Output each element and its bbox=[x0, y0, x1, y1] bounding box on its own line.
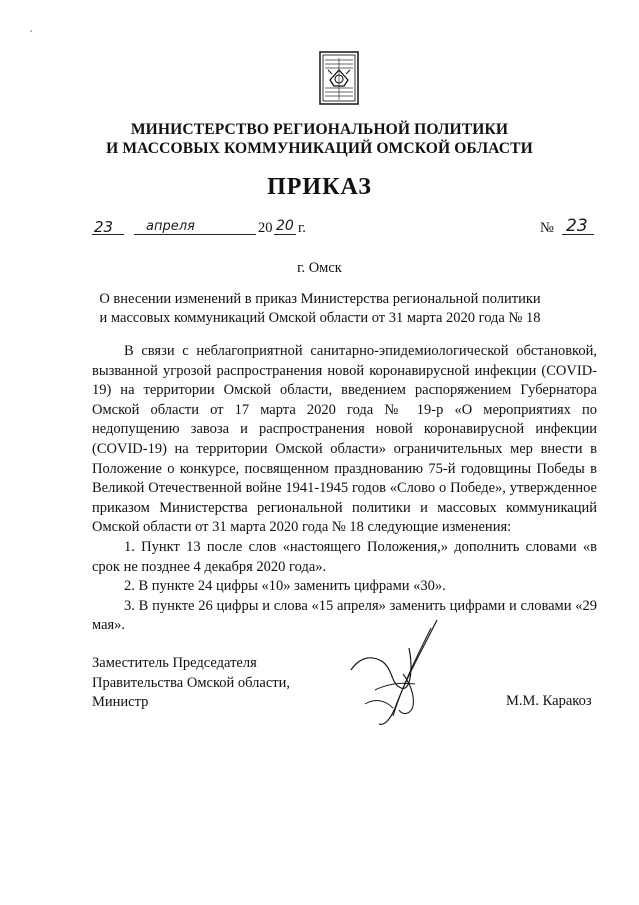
ministry-name-line2: И МАССОВЫХ КОММУНИКАЦИЙ ОМСКОЙ ОБЛАСТИ bbox=[106, 140, 533, 157]
handwritten-signature-mark bbox=[345, 618, 455, 728]
ministry-name bbox=[60, 120, 579, 158]
subject-line1: О внесении изменений в приказ Министерства региональной политики bbox=[99, 291, 541, 307]
body-paragraph-item-3: 3. В пункте 26 цифры и слова «15 апреля» заменить цифрами и словами «29 мая». bbox=[92, 597, 597, 634]
body-paragraph-preamble: В связи с неблагоприятной санитарно-эпидемиологической обстановкой, вызванной угрозой распространения новой коронавирусной инфекции (COVID-19) на территории Омской области, введением распоряжением Губернатора Омской области от 17 марта 2020 года № 19-р «О мероприятиях по недопущению завоза и распространения новой коронавирусной инфекции (COVID-19) на территории Омской области» ограничительных мер внести в Положение о конкурсе, посвященном празднованию 75-й годовщины Победы в Великой Отечественной войне 1941-1945 годов «Слово о Победе», утвержденное приказом Министерства региональной политики и массовых коммуникаций Омской области от 31 марта 2020 года № 18 следующие изменения: bbox=[92, 343, 597, 536]
order-number: 23 bbox=[566, 216, 588, 236]
body-paragraph-item-1: 1. Пункт 13 после слов «настоящего Положения,» дополнить словами «в срок не позднее 4 декабря 2020 года». bbox=[92, 538, 597, 575]
date-day-underline bbox=[92, 234, 124, 235]
signatory-position bbox=[92, 654, 290, 713]
number-label: № bbox=[540, 220, 554, 236]
coat-of-arms-emblem bbox=[318, 50, 360, 106]
date-day: 23 bbox=[94, 218, 114, 236]
order-body bbox=[92, 342, 597, 636]
date-month: апреля bbox=[146, 219, 195, 234]
document-type-title: ПРИКАЗ bbox=[267, 174, 372, 200]
city-name: г. Омск bbox=[297, 260, 342, 276]
order-number-underline bbox=[562, 234, 594, 235]
order-subject bbox=[70, 290, 570, 328]
date-month-underline bbox=[134, 234, 256, 235]
position-line3: Министр bbox=[92, 694, 149, 711]
signatory-name: М.М. Каракоз bbox=[506, 693, 592, 709]
subject-line2: и массовых коммуникаций Омской области от 31 марта 2020 года № 18 bbox=[99, 310, 541, 326]
date-year-label: г. bbox=[298, 220, 306, 236]
body-paragraph-item-2: 2. В пункте 24 цифры «10» заменить цифрами «30». bbox=[124, 578, 446, 595]
ministry-name-line1: МИНИСТЕРСТВО РЕГИОНАЛЬНОЙ ПОЛИТИКИ bbox=[130, 121, 509, 138]
date-year-underline bbox=[274, 234, 296, 235]
date-number-line bbox=[92, 218, 592, 242]
position-line2: Правительства Омской области, bbox=[92, 674, 290, 691]
scan-speck bbox=[30, 30, 32, 32]
position-line1: Заместитель Председателя bbox=[92, 655, 257, 671]
date-year-suffix: 20 bbox=[276, 218, 294, 234]
date-year-prefix: 20 bbox=[258, 220, 273, 236]
